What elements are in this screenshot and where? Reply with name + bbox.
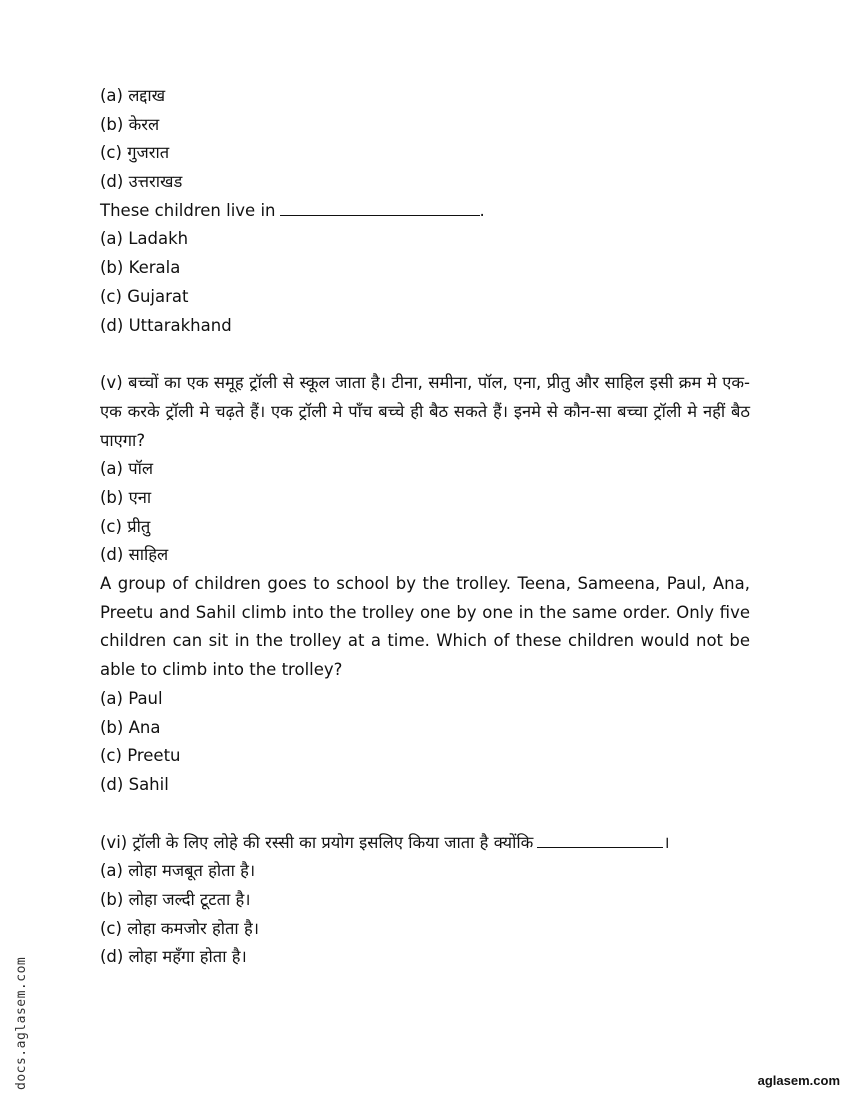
question-vi-hindi: (vi) ट्रॉली के लिए लोहे की रस्सी का प्रयोग इसलिए किया जाता है क्योंकि । (100, 832, 670, 852)
option-hi: (b) एना (100, 487, 152, 507)
question-v-hindi: (v) बच्चों का एक समूह ट्रॉली से स्कूल जाता है। टीना, समीना, पॉल, एना, प्रीतु और साहिल इसी क्रम मे एक-एक करके ट्रॉली मे चढ़ते हैं। एक ट्रॉली मे पाँच बच्चे ही बैठ सकते हैं। इनमे से कौन-सा बच्चा ट्रॉली मे नहीं बैठ पाएगा? (100, 373, 750, 450)
option-hi: (c) प्रीतु (100, 516, 151, 536)
side-watermark: docs.aglasem.com (14, 956, 29, 1090)
option-en: (c) Gujarat (100, 286, 189, 306)
option-en: (c) Preetu (100, 746, 181, 766)
answer-blank (537, 833, 663, 848)
option-hi: (b) केरल (100, 114, 160, 134)
question-stem-en: These children live in . (100, 200, 485, 220)
option-hi: (a) पॉल (100, 459, 154, 479)
option-en: (b) Kerala (100, 258, 181, 278)
option-hi: (d) लोहा महँगा होता है। (100, 947, 247, 967)
question-v-english: A group of children goes to school by the trolley. Teena, Sameena, Paul, Ana, Preetu and Sahil climb into the trolley one by one in the same order. Only five children can sit in the trolley at a time. Which of these children would not be able to climb into the trolley? (100, 574, 750, 680)
option-en: (a) Ladakh (100, 229, 189, 249)
option-hi: (c) लोहा कमजोर होता है। (100, 918, 259, 938)
option-hi: (b) लोहा जल्दी टूटता है। (100, 889, 251, 909)
page-content (100, 82, 750, 972)
option-en: (a) Paul (100, 688, 163, 708)
option-en: (d) Sahil (100, 774, 169, 794)
footer-brand: aglasem.com (757, 1073, 840, 1088)
option-hi: (c) गुजरात (100, 143, 170, 163)
option-en: (b) Ana (100, 717, 161, 737)
option-hi: (a) लद्दाख (100, 86, 166, 105)
answer-blank (280, 201, 480, 216)
option-hi: (d) साहिल (100, 545, 169, 565)
option-en: (d) Uttarakhand (100, 315, 232, 335)
option-hi: (d) उत्तराखड (100, 172, 183, 192)
option-hi: (a) लोहा मजबूत होता है। (100, 861, 256, 881)
